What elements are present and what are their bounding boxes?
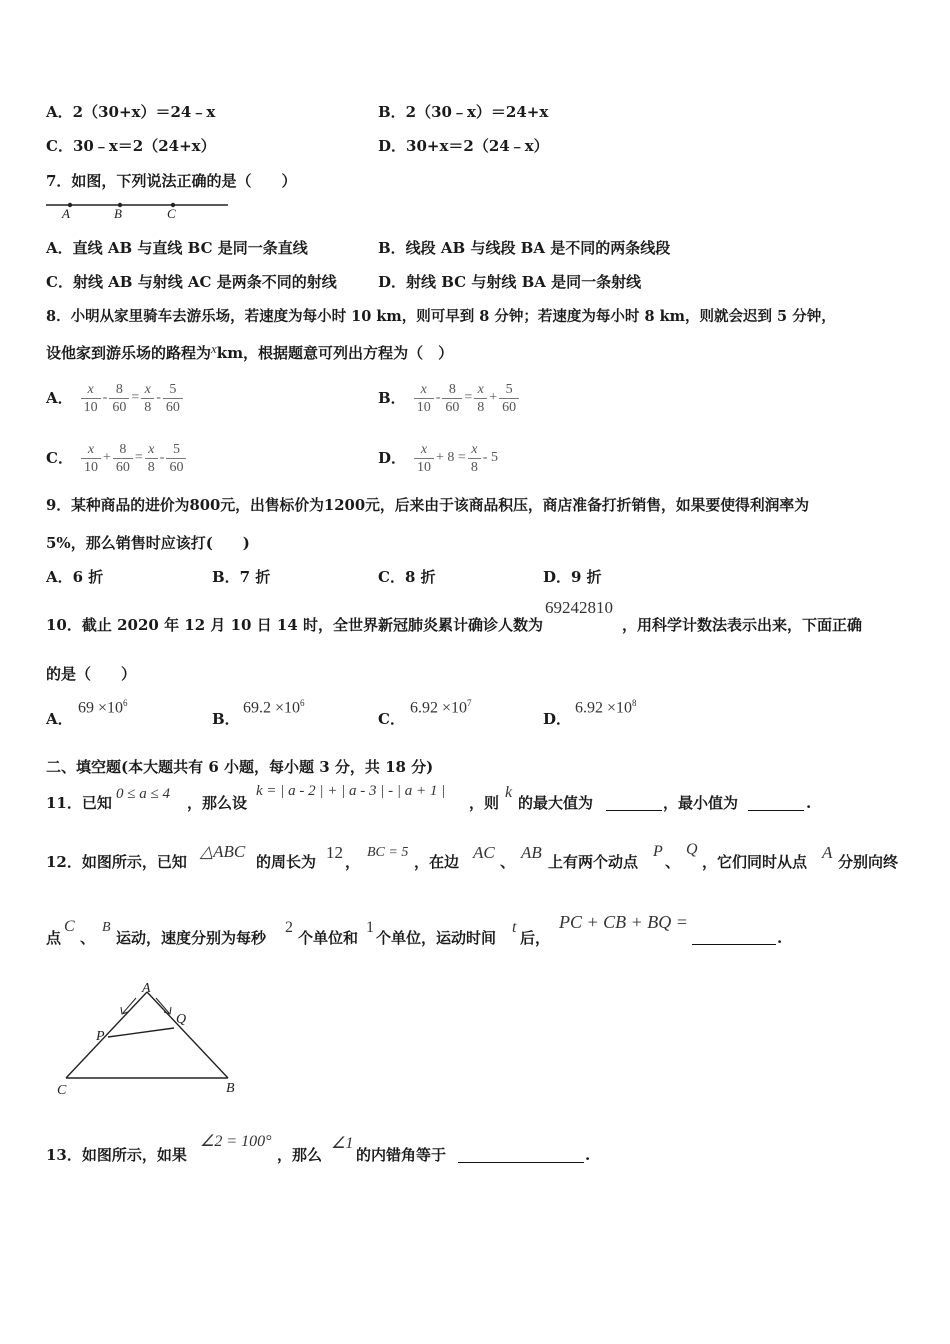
- q13-mid: ，那么: [277, 1146, 323, 1164]
- numerator: x: [81, 441, 101, 459]
- q11-post2: ，最小值为: [663, 794, 739, 812]
- q13-answer-blank[interactable]: [458, 1146, 584, 1163]
- numerator: 5: [166, 441, 186, 459]
- numerator: 8: [109, 381, 129, 399]
- q10-stem-post: ，用科学计数法表示出来，下面正确: [622, 616, 863, 634]
- fraction: [109, 381, 129, 416]
- q12-comma: ，: [345, 853, 361, 871]
- q10-label-a: A．: [46, 710, 73, 728]
- q7-option-d: D．射线 BC 与射线 BA 是同一条射线: [378, 273, 642, 291]
- minus-sign: -: [435, 390, 441, 405]
- q12-triangle: △ABC: [200, 842, 246, 861]
- q7-label-a: A: [62, 206, 70, 221]
- q12-one: 1: [366, 919, 374, 936]
- q13-pre: 13．如图所示，如果: [46, 1146, 187, 1164]
- q12-b: B: [102, 920, 111, 935]
- denominator: 60: [115, 459, 130, 475]
- q12-expression: PC + CB + BQ =: [559, 912, 688, 932]
- q11-post1: 的最大值为: [518, 794, 594, 812]
- q12-l2-pre: 点: [46, 929, 62, 947]
- fraction: [474, 381, 487, 416]
- q13-angle2: ∠2 = 100°: [200, 1133, 272, 1150]
- q7-option-a: A．直线 AB 与直线 BC 是同一条直线: [46, 239, 308, 257]
- q8-option-a: [46, 377, 183, 419]
- segment-pq: [108, 1028, 174, 1037]
- plus-eight-equals: + 8 =: [436, 450, 466, 465]
- plus-sign: +: [102, 450, 111, 465]
- denominator: 10: [83, 459, 98, 475]
- numerator: x: [474, 381, 487, 399]
- q8-label-c: C．: [46, 449, 73, 467]
- q8-stem-line2: [46, 343, 453, 364]
- q12-t2: ，在边: [414, 853, 460, 871]
- fraction: [163, 381, 183, 416]
- denominator: 10: [416, 399, 431, 415]
- q12-perimeter: 12: [326, 843, 343, 862]
- q12-l2-t3: 个单位，运动时间: [376, 929, 497, 947]
- fraction: [414, 441, 434, 476]
- q9-stem-line1: 9．某种商品的进价为800元，出售标价为1200元，后来由于该商品积压，商店准备打折销售，如果要使得利润率为: [46, 497, 810, 514]
- q13-angle1: ∠1: [331, 1135, 354, 1152]
- q10-label-b: B．: [212, 710, 240, 728]
- q12-triangle-figure: [50, 980, 250, 1102]
- q8-option-d: [378, 437, 500, 479]
- minus-sign: -: [102, 390, 108, 405]
- fraction: [145, 441, 158, 476]
- numerator: x: [81, 381, 101, 399]
- fraction: [468, 441, 481, 476]
- q8-line2-pre: 设他家到游乐场的路程为: [46, 344, 212, 362]
- q12-answer-blank[interactable]: [692, 928, 776, 945]
- math-base: 69.2 ×10: [243, 699, 301, 717]
- q9-option-c: C．8 折: [378, 568, 436, 586]
- q6-option-b: B．2（30﹣x）＝24+x: [378, 103, 549, 121]
- fig-label-a: A: [142, 981, 151, 996]
- denominator: 10: [417, 459, 432, 475]
- q12-t: t: [512, 919, 517, 936]
- q10-math-c: [410, 698, 472, 717]
- denominator: 8: [147, 459, 155, 475]
- q12-q: Q: [686, 841, 698, 858]
- q12-t3: 上有两个动点: [548, 853, 639, 871]
- q12-t5: 分别向终: [838, 853, 899, 871]
- fraction: [141, 381, 154, 416]
- q11-mid2: ，则: [469, 794, 500, 812]
- q12-p: P: [653, 843, 663, 860]
- q8-option-b: [378, 377, 519, 419]
- q7-stem: 7．如图，下列说法正确的是（ ）: [46, 172, 297, 190]
- numerator: x: [414, 381, 434, 399]
- denominator: 8: [470, 459, 478, 475]
- q13-post: 的内错角等于: [356, 1146, 447, 1164]
- q9-option-d: D．9 折: [543, 568, 602, 586]
- q12-l2-t2: 个单位和: [298, 929, 359, 947]
- q8-var-x: x: [211, 341, 217, 356]
- equals-sign: =: [131, 390, 140, 405]
- minus-sign: -: [156, 390, 161, 405]
- fraction: [166, 441, 186, 476]
- denominator: 60: [445, 399, 460, 415]
- denominator: 60: [502, 399, 517, 415]
- q12-ac: AC: [473, 843, 495, 862]
- q6-option-d: D．30+x＝2（24﹣x）: [378, 137, 549, 155]
- q11-expression: k = | a - 2 | + | a - 3 | - | a + 1 |: [256, 783, 446, 799]
- q11-answer-blank-min[interactable]: [748, 794, 804, 811]
- q10-math-a: [78, 698, 128, 717]
- q8-label-d: D．: [378, 449, 407, 467]
- q10-label-c: C．: [378, 710, 405, 728]
- numerator: 5: [499, 381, 519, 399]
- q8-stem-line1: 8．小明从家里骑车去游乐场，若速度为每小时 10 km，则可早到 8 分钟；若速度为每小时 8 km，则就会迟到 5 分钟，: [46, 308, 836, 325]
- math-exponent: 7: [467, 698, 472, 708]
- numerator: 5: [163, 381, 183, 399]
- q7-label-b: B: [114, 206, 122, 221]
- math-exponent: 8: [632, 698, 637, 708]
- minus-sign: -: [159, 450, 165, 465]
- q11-condition: 0 ≤ a ≤ 4: [116, 786, 170, 802]
- fraction: [113, 441, 133, 476]
- q6-option-a: A．2（30+x）＝24﹣x: [46, 103, 216, 121]
- q8-line2-post: km，根据题意可列出方程为（ ）: [216, 344, 454, 362]
- q8-label-a: A．: [46, 389, 73, 407]
- equals-sign: =: [464, 390, 473, 405]
- fraction: [499, 381, 519, 416]
- q11-end: .: [806, 794, 812, 812]
- q10-math-b: [243, 698, 305, 717]
- numerator: x: [145, 441, 158, 459]
- q12-pre: 12．如图所示，已知: [46, 853, 187, 871]
- q12-ab: AB: [521, 843, 542, 862]
- q10-number: 69242810: [545, 598, 613, 617]
- fig-label-q: Q: [176, 1012, 187, 1027]
- q10-label-d: D．: [543, 710, 572, 728]
- math-base: 6.92 ×10: [410, 699, 468, 717]
- fraction: [442, 381, 462, 416]
- minus-five: - 5: [482, 450, 498, 465]
- q10-stem-line2: 的是（ ）: [46, 665, 137, 683]
- q8-label-b: B．: [378, 389, 406, 407]
- denominator: 10: [83, 399, 98, 415]
- q13-end: .: [585, 1146, 591, 1164]
- q9-option-b: B．7 折: [212, 568, 271, 586]
- equals-sign: =: [134, 450, 143, 465]
- q10-math-d: [575, 698, 637, 717]
- denominator: 8: [477, 399, 485, 415]
- section-heading: 二、填空题(本大题共有 6 小题，每小题 3 分，共 18 分): [46, 758, 434, 776]
- q7-option-b: B．线段 AB 与线段 BA 是不同的两条线段: [378, 239, 671, 257]
- q12-two: 2: [285, 919, 293, 936]
- numerator: 8: [442, 381, 462, 399]
- math-base: 6.92 ×10: [575, 699, 633, 717]
- math-base: 69 ×10: [78, 699, 124, 717]
- q6-option-c: C．30﹣x＝2（24+x）: [46, 137, 216, 155]
- q12-l2-t4: 后，: [520, 929, 551, 947]
- arrow-down-right-icon: [156, 998, 169, 1013]
- fraction: [81, 441, 101, 476]
- q11-k: k: [505, 784, 513, 801]
- numerator: 8: [113, 441, 133, 459]
- q7-label-c: C: [167, 206, 176, 221]
- triangle-side-ac: [66, 992, 147, 1078]
- fig-label-c: C: [57, 1083, 67, 1098]
- q9-stem-line2: 5%，那么销售时应该打( ): [46, 534, 250, 552]
- numerator: x: [468, 441, 481, 459]
- fig-label-p: P: [96, 1029, 105, 1044]
- numerator: x: [141, 381, 154, 399]
- q12-c: C: [64, 918, 75, 935]
- denominator: 60: [112, 399, 127, 415]
- q12-sep1: 、: [500, 853, 516, 871]
- triangle-side-ab: [147, 992, 228, 1078]
- q12-l2-sep: 、: [80, 929, 96, 947]
- q11-mid: ，那么设: [187, 794, 248, 812]
- q7-line-figure: [40, 196, 240, 222]
- fraction: [414, 381, 434, 416]
- q12-bc: BC = 5: [367, 845, 409, 860]
- plus-sign: +: [489, 390, 498, 405]
- q12-sep2: 、: [665, 853, 681, 871]
- math-exponent: 6: [123, 698, 128, 708]
- numerator: x: [414, 441, 434, 459]
- denominator: 60: [169, 459, 184, 475]
- q12-t1: 的周长为: [256, 853, 317, 871]
- q12-l2-t1: 运动，速度分别为每秒: [116, 929, 267, 947]
- q12-end: .: [777, 929, 783, 947]
- q9-option-a: A．6 折: [46, 568, 104, 586]
- q11-answer-blank-max[interactable]: [606, 794, 662, 811]
- denominator: 8: [144, 399, 152, 415]
- fraction: [81, 381, 101, 416]
- math-exponent: 6: [300, 698, 305, 708]
- q12-a: A: [822, 843, 833, 862]
- denominator: 60: [165, 399, 180, 415]
- q10-stem-pre: 10．截止 2020 年 12 月 10 日 14 时，全世界新冠肺炎累计确诊人数为: [46, 616, 544, 634]
- q8-option-c: [46, 437, 186, 479]
- fig-label-b: B: [226, 1081, 235, 1096]
- q12-t4: ，它们同时从点: [702, 853, 808, 871]
- q11-pre: 11．已知: [46, 794, 112, 812]
- q7-option-c: C．射线 AB 与射线 AC 是两条不同的射线: [46, 273, 337, 291]
